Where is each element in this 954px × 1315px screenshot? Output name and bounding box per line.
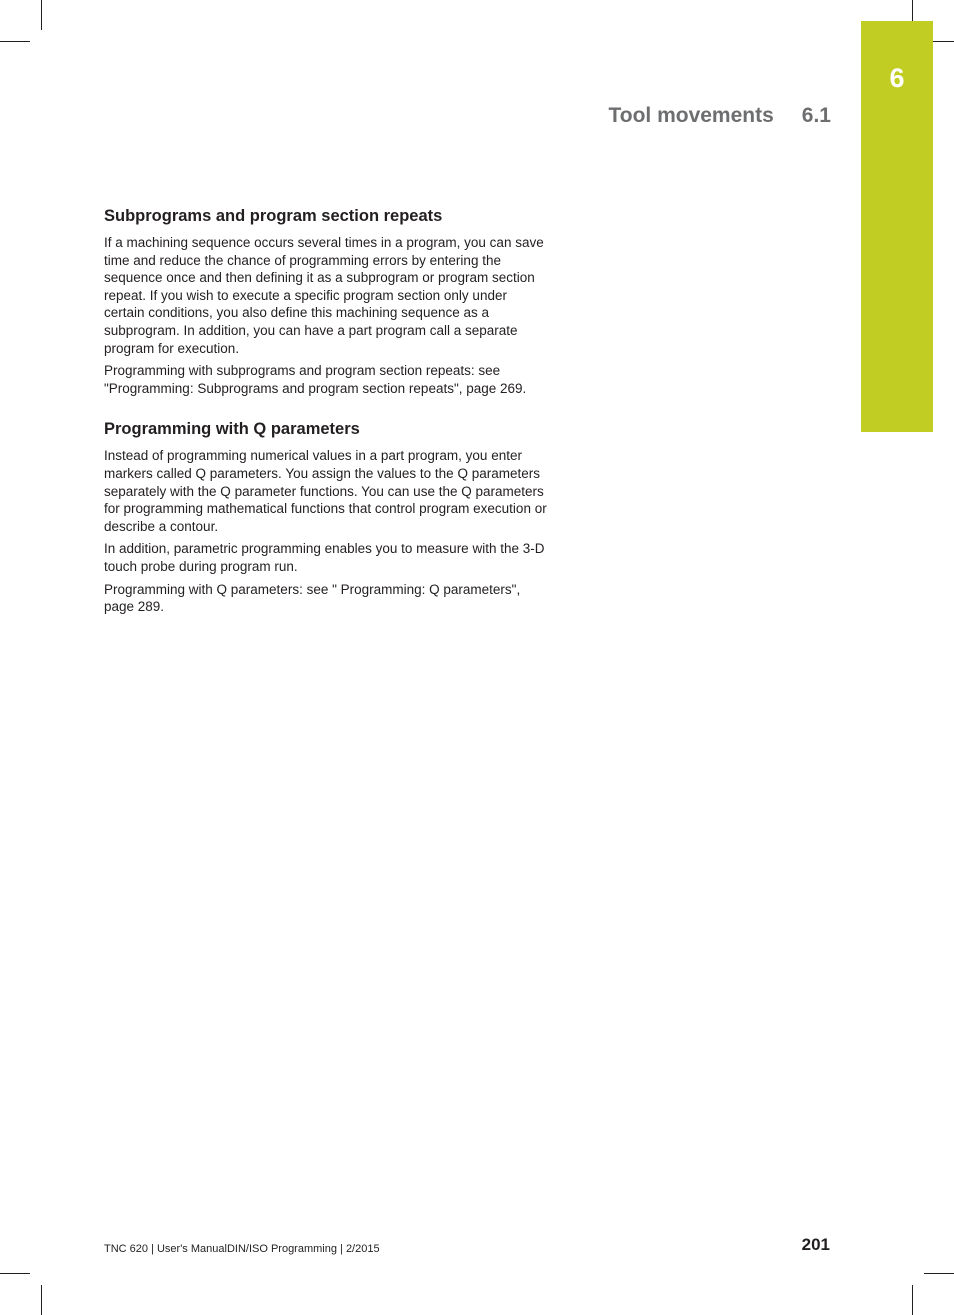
crop-mark	[912, 1285, 913, 1315]
paragraph: Programming with Q parameters: see " Programming: Q parameters", page 289.	[104, 581, 521, 615]
paragraph: If a machining sequence occurs several times in a program, you can save time and reduce the chance of programming errors by entering the sequence once and then defining it as a subprogram or program section repeat. If you wish to execute a specific program section only under certain conditions, you also define this machining sequence as a subprogram. In addition, you can have a part program call a separate program for execution.	[104, 235, 544, 356]
crop-mark	[41, 1285, 42, 1315]
running-header-title: Tool movements	[608, 104, 774, 127]
crop-mark	[41, 0, 42, 30]
main-content	[104, 205, 549, 621]
section-heading: Subprograms and program section repeats	[104, 207, 443, 225]
running-header	[608, 103, 831, 129]
crop-mark	[0, 1273, 30, 1274]
chapter-tab	[861, 21, 933, 432]
running-header-section: 6.1	[801, 104, 831, 127]
section-heading: Programming with Q parameters	[104, 420, 360, 439]
crop-mark	[0, 41, 30, 42]
crop-mark	[924, 1273, 954, 1274]
paragraph: Instead of programming numerical values in a part program, you enter markers called Q parameters. You assign the values to the Q parameters separately with the Q parameter functions. You can use the Q parameters for programming mathematical functions that control program execution or describe a contour.	[104, 448, 547, 534]
page-number: 201	[801, 1235, 830, 1254]
footer-text: TNC 620 | User's ManualDIN/ISO Programming | 2/2015	[104, 1243, 380, 1255]
chapter-number: 6	[889, 63, 905, 93]
paragraph: Programming with subprograms and program section repeats: see "Programming: Subprograms and program section repeats", page 269.	[104, 363, 527, 396]
paragraph: In addition, parametric programming enables you to measure with the 3-D touch probe during program run.	[104, 541, 545, 574]
